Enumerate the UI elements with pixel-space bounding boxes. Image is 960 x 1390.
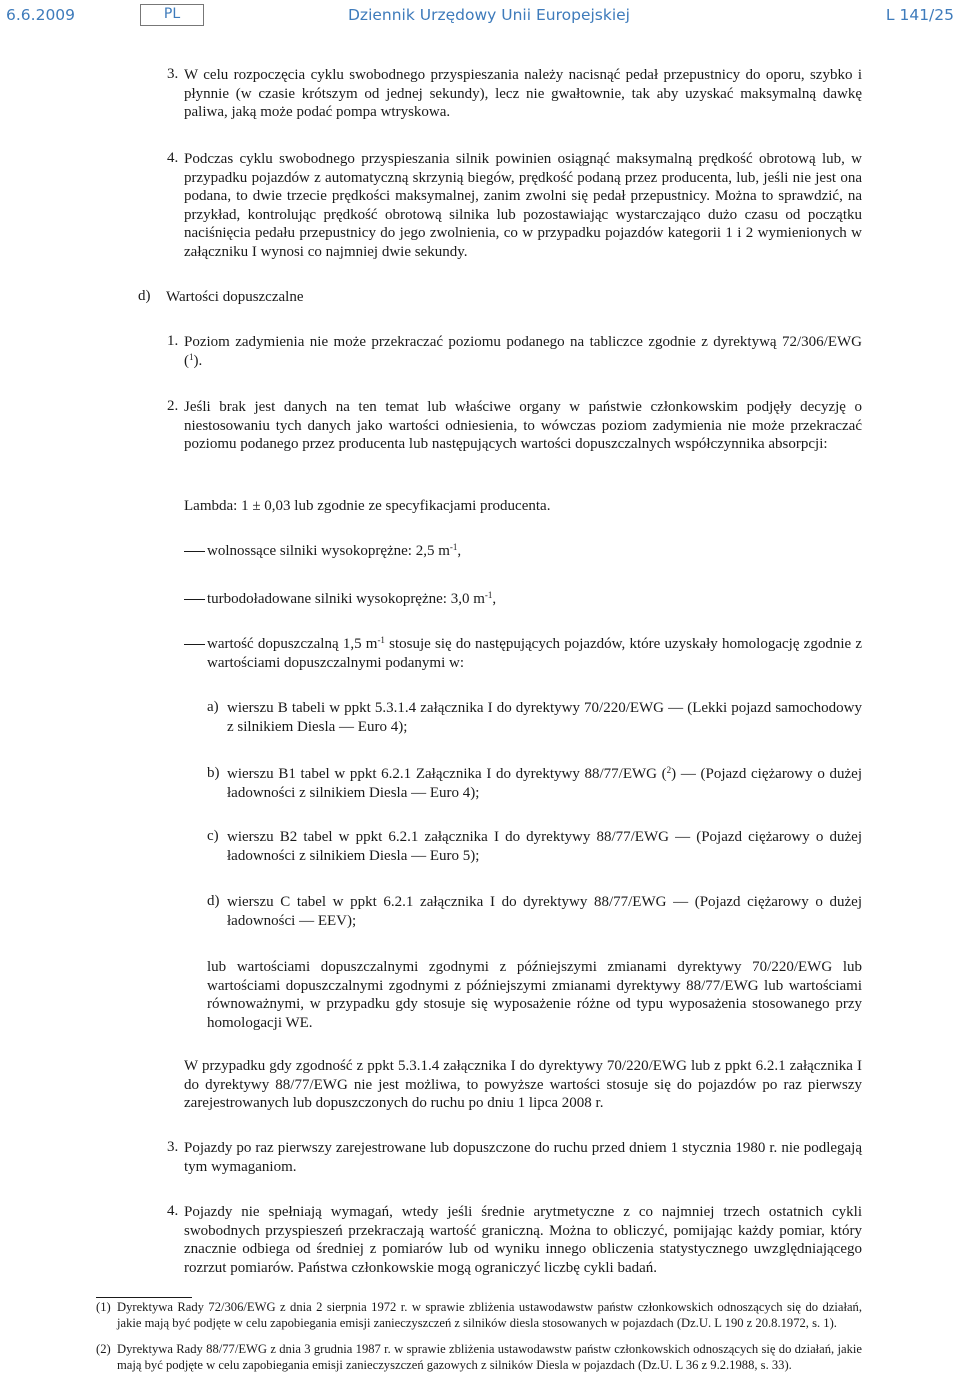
dash-item-2: turbodoładowane silniki wysokoprężne: 3,0 $m^{-1}$, [207, 590, 497, 607]
item-4-label: 4. [167, 150, 179, 166]
dash-item-1: wolnossące silniki wysokoprężne: 2,5 $m^{-1}$, [207, 542, 462, 559]
page-number: L 141/25 [885, 6, 954, 24]
item-e3-label: 3. [167, 1139, 179, 1155]
subitem-d-label: d) [207, 893, 220, 909]
section-d-title: Wartości dopuszczalne [166, 289, 304, 305]
subitem-d-text: wierszu C tabel w ppkt 6.2.1 załącznika I do dyrektywy 88/77/EWG — (Pojazd ciężarowy o dużej ładowności — EEV); [227, 894, 862, 929]
item-4-text: Podczas cyklu swobodnego przyspieszania silnik powinien osiągnąć maksymalną prędkość obrotową lub, w przypadku pojazdów z automatyczną skrzynią biegów, prędkość podaną przez producenta, lub, jeśli nie jest ona podana, to dwie trzecie prędkości maksymalnej, zanim zwolni się pedał przepustnicy. Można to sprawdzić, na przykład, kontrolując prędkość obrotową silnika lub pozostawiając wystarczająco dużo czasu od początku naciśnięcia pedału przepustnicy do jego zwolnienia, co w przypadku pojazdów kategorii 1 i 2 wymienionych w załączniku I wynosi co najmniej dwie sekundy. [184, 151, 862, 260]
subitem-b-text: wierszu B1 tabel w ppkt 6.2.1 Załącznika I do dyrektywy 88/77/EWG ($^2$) — (Pojazd ciężarowy o dużej ładowności z silnikiem Diesla — Euro 4); [227, 765, 862, 801]
language-badge: PL [140, 4, 204, 26]
footnote-1-text: Dyrektywa Rady 72/306/EWG z dnia 2 sierpnia 1972 r. w sprawie zbliżenia ustawodawstw państw członkowskich odnoszących się do działań, jakie mają być podjęte w celu zapobiegania emisji zanieczyszczeń z silników diesla stosowanych w pojazdach (Dz.U. L 190 z 20.8.1972, s. 1). [117, 1300, 862, 1330]
footnote-separator [96, 1297, 192, 1298]
applicability-text: W przypadku gdy zgodność z ppkt 5.3.1.4 załącznika I do dyrektywy 70/220/EWG lub z ppkt 6.2.1 załącznika I do dyrektywy 88/77/EWG nie jest możliwa, to powyższe wartości stosuje się do pojazdów po raz pierwszy zarejestrowanych lub dopuszczonych do ruchu po dniu 1 lipca 2008 r. [184, 1058, 862, 1111]
footnote-1-label: (1) [96, 1300, 111, 1314]
page-header [6, 4, 954, 30]
footnote-2-label: (2) [96, 1342, 111, 1356]
footnote-ref-2[interactable]: 2 [666, 765, 672, 775]
dash-item-3: wartość dopuszczalną 1,5 $m^{-1}$ stosuje się do następujących pojazdów, które uzyskały homologację zgodnie z wartościami dopuszczalnymi podanymi w: [207, 635, 862, 671]
section-d-label: d) [138, 288, 151, 304]
item-3-label: 3. [167, 66, 179, 82]
item-e4-label: 4. [167, 1203, 179, 1219]
issue-date: 6.6.2009 [6, 6, 76, 24]
item-e4-text: Pojazdy nie spełniają wymagań, wtedy jeśli średnie arytmetyczne z co najmniej trzech ostatnich cykli swobodnych przyspieszeń przekraczają wartość graniczną. Można to obliczyć, pomijając każdy pomiar, który znacznie odbiega od średniej z pomiarów lub od wyniku innego obliczenia statystycznego uwzględniającego rozrzut pomiarów. Państwa członkowskie mogą ograniczyć liczbę cykli badań. [184, 1204, 862, 1276]
item-d2-text: Jeśli brak jest danych na ten temat lub właściwe organy w państwie członkowskim podjęły decyzję o niestosowaniu tych danych jako wartości odniesienia, to wówczas poziom zadymienia nie może przekraczać poziomu podanego przez producenta lub następujących wartości dopuszczalnych współczynnika absorpcji: [184, 399, 862, 452]
dash-mark [184, 551, 205, 552]
subitem-a-label: a) [207, 699, 219, 715]
dash-mark [184, 644, 205, 645]
alternative-limits-text: lub wartościami dopuszczalnymi zgodnymi z późniejszymi zmianami dyrektywy 70/220/EWG lub wartościami dopuszczalnymi zgodnymi z późniejszymi zmianami dyrektywy 88/77/EWG lub wartościami równoważnymi, w przypadku gdy stosuje się wyposażenie różne od typu wyposażenia stosowanego przy homologacji WE. [207, 959, 862, 1031]
subitem-b-label: b) [207, 765, 220, 781]
item-e3-text: Pojazdy po raz pierwszy zarejestrowane lub dopuszczone do ruchu przed dniem 1 stycznia 1980 r. nie podlegają tym wymaganiom. [184, 1140, 862, 1175]
footnote-2-text: Dyrektywa Rady 88/77/EWG z dnia 3 grudnia 1987 r. w sprawie zbliżenia ustawodawstw państw członkowskich odnoszących się do działań, jakie mają być podjęte w celu zapobiegania emisji zanieczyszczeń gazowych z silników Diesla w pojazdach (Dz.U. L 36 z 9.2.1988, s. 33). [117, 1342, 862, 1372]
subitem-c-text: wierszu B2 tabel w ppkt 6.2.1 załącznika I do dyrektywy 88/77/EWG — (Pojazd ciężarowy o dużej ładowności z silnikiem Diesla — Euro 5); [227, 829, 862, 864]
journal-title: Dziennik Urzędowy Unii Europejskiej [348, 6, 630, 24]
item-3-text: W celu rozpoczęcia cyklu swobodnego przyspieszania należy nacisnąć pedał przepustnicy do oporu, szybko i płynnie (w czasie krótszym od jednej sekundy), lecz nie gwałtownie, tak aby uzyskać maksymalną dawkę paliwa, jaką może podać pompa wtryskowa. [184, 67, 862, 120]
footnote-ref-1[interactable]: 1 [189, 351, 194, 362]
item-d1-label: 1. [167, 333, 179, 349]
item-d1-text: Poziom zadymienia nie może przekraczać poziomu podanego na tabliczce zgodnie z dyrektywą 72/306/EWG ($^1$). [184, 334, 862, 369]
item-d2-label: 2. [167, 398, 179, 414]
subitem-c-label: c) [207, 828, 219, 844]
lambda-line: Lambda: 1 ± 0,03 lub zgodnie ze specyfikacjami producenta. [184, 498, 551, 514]
dash-mark [184, 599, 205, 600]
subitem-a-text: wierszu B tabeli w ppkt 5.3.1.4 załącznika I do dyrektywy 70/220/EWG — (Lekki pojazd samochodowy z silnikiem Diesla — Euro 4); [227, 700, 862, 735]
